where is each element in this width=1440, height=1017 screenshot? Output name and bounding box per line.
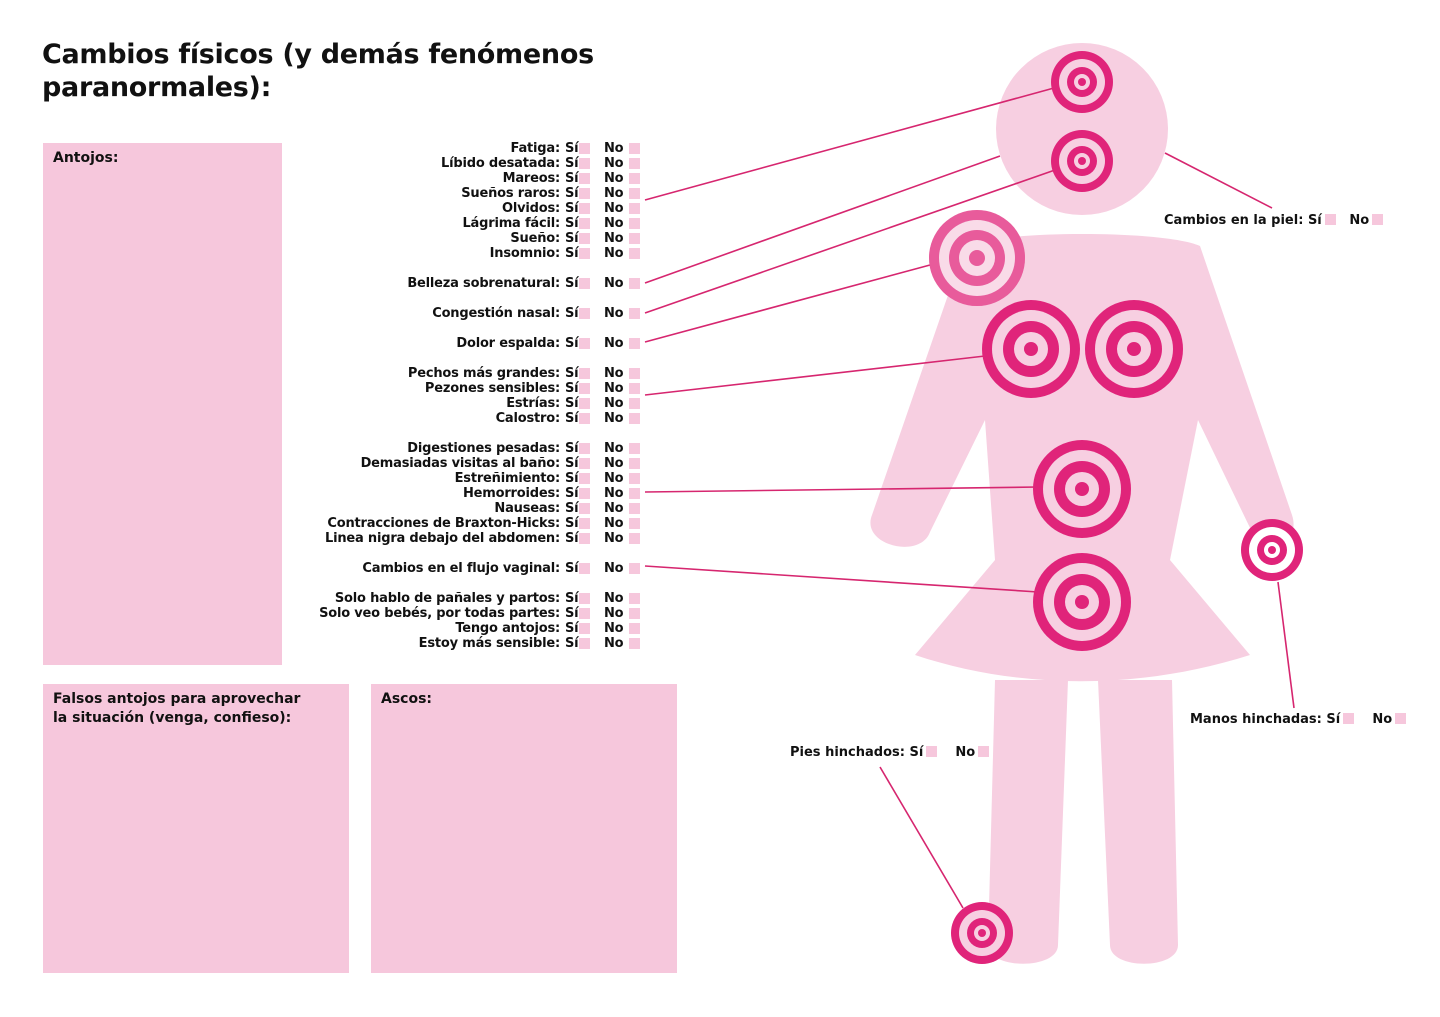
yes-checkbox[interactable]	[579, 218, 590, 229]
yes-label: Sí	[565, 306, 579, 321]
symptom-label: Solo hablo de pañales y partos:	[334, 591, 560, 606]
yes-label: Sí	[565, 246, 579, 261]
yes-checkbox[interactable]	[579, 563, 590, 574]
target-icon	[982, 300, 1080, 398]
symptom-label: Hemorroides:	[462, 486, 560, 501]
symptom-label: Olvidos:	[501, 201, 560, 216]
checklist-row	[0, 531, 641, 546]
yes-checkbox[interactable]	[579, 203, 590, 214]
yes-label: Sí	[565, 186, 579, 201]
no-checkbox[interactable]	[629, 203, 640, 214]
symptom-label: Lágrima fácil:	[462, 216, 560, 231]
checklist-row	[0, 621, 641, 636]
no-checkbox[interactable]	[629, 608, 640, 619]
yes-checkbox[interactable]	[579, 443, 590, 454]
no-label: No	[604, 366, 624, 381]
page-title: Cambios físicos (y demás fenómenos paranormales):	[42, 39, 594, 103]
checklist-row	[0, 606, 641, 621]
yes-label: Sí	[565, 156, 579, 171]
no-label: No	[604, 186, 624, 201]
symptom-label: Contracciones de Braxton-Hicks:	[327, 516, 560, 531]
yes-label: Sí	[565, 471, 579, 486]
symptom-label: Cambios en el flujo vaginal:	[362, 561, 560, 576]
no-label: No	[604, 621, 624, 636]
no-label: No	[604, 441, 624, 456]
no-label: No	[604, 336, 624, 351]
antojos-label: Antojos:	[53, 150, 119, 166]
no-checkbox[interactable]	[629, 443, 640, 454]
no-checkbox[interactable]	[629, 533, 640, 544]
no-checkbox[interactable]	[629, 398, 640, 409]
checklist-row	[0, 276, 641, 291]
checklist-row	[0, 186, 641, 201]
symptom-label: Demasiadas visitas al baño:	[360, 456, 560, 471]
no-label: No	[604, 531, 624, 546]
no-checkbox[interactable]	[629, 188, 640, 199]
symptom-label: Calostro:	[495, 411, 560, 426]
manos-question	[1190, 712, 1406, 727]
no-checkbox[interactable]	[1395, 713, 1406, 724]
yes-checkbox[interactable]	[579, 188, 590, 199]
yes-label: Sí	[565, 276, 579, 291]
no-label: No	[604, 171, 624, 186]
checklist-row	[0, 156, 641, 171]
yes-checkbox[interactable]	[579, 533, 590, 544]
pies-question	[790, 745, 989, 760]
symptom-label: Belleza sobrenatural:	[407, 276, 560, 291]
yes-checkbox[interactable]	[579, 413, 590, 424]
checklist-row	[0, 141, 641, 156]
no-checkbox[interactable]	[629, 218, 640, 229]
no-label: No	[604, 231, 624, 246]
no-label: No	[604, 516, 624, 531]
yes-label: Sí	[565, 531, 579, 546]
checklist-row	[0, 456, 641, 471]
yes-checkbox[interactable]	[579, 458, 590, 469]
yes-checkbox[interactable]	[579, 623, 590, 634]
yes-label: Sí	[1307, 213, 1322, 228]
checklist-row	[0, 486, 641, 501]
yes-label: Sí	[565, 201, 579, 216]
yes-label: Sí	[565, 486, 579, 501]
yes-checkbox[interactable]	[579, 608, 590, 619]
pies-label: Pies hinchados:	[790, 745, 905, 760]
manos-label: Manos hinchadas:	[1190, 712, 1322, 727]
yes-checkbox[interactable]	[579, 368, 590, 379]
checklist-row	[0, 246, 641, 261]
yes-checkbox[interactable]	[579, 383, 590, 394]
no-label: No	[1372, 712, 1393, 727]
no-checkbox[interactable]	[629, 278, 640, 289]
symptom-label: Solo veo bebés, por todas partes:	[319, 606, 560, 621]
symptom-label: Estoy más sensible:	[418, 636, 560, 651]
no-checkbox[interactable]	[629, 413, 640, 424]
checklist-row	[0, 396, 641, 411]
no-checkbox[interactable]	[629, 158, 640, 169]
symptom-label: Pechos más grandes:	[407, 366, 560, 381]
checklist-row	[0, 381, 641, 396]
no-checkbox[interactable]	[629, 338, 640, 349]
yes-checkbox[interactable]	[926, 746, 937, 757]
no-label: No	[604, 141, 624, 156]
no-label: No	[604, 591, 624, 606]
no-checkbox[interactable]	[629, 458, 640, 469]
no-label: No	[604, 636, 624, 651]
yes-checkbox[interactable]	[1343, 713, 1354, 724]
ascos-label: Ascos:	[381, 691, 433, 707]
target-icon	[1241, 519, 1303, 581]
no-label: No	[604, 216, 624, 231]
checklist-row	[0, 636, 641, 651]
symptom-label: Líbido desatada:	[441, 156, 560, 171]
no-label: No	[1349, 213, 1370, 228]
piel-label: Cambios en la piel:	[1164, 213, 1304, 228]
yes-checkbox[interactable]	[579, 278, 590, 289]
symptom-label: Nauseas:	[494, 501, 560, 516]
yes-label: Sí	[565, 636, 579, 651]
yes-label: Sí	[565, 621, 579, 636]
yes-checkbox[interactable]	[579, 593, 590, 604]
piel-question	[1164, 213, 1383, 228]
no-checkbox[interactable]	[629, 233, 640, 244]
checklist-row	[0, 411, 641, 426]
no-checkbox[interactable]	[629, 248, 640, 259]
target-icon	[929, 210, 1025, 306]
yes-checkbox[interactable]	[579, 503, 590, 514]
target-icon	[1051, 51, 1113, 113]
yes-label: Sí	[565, 216, 579, 231]
no-label: No	[604, 276, 624, 291]
yes-checkbox[interactable]	[579, 233, 590, 244]
checklist-row	[0, 216, 641, 231]
yes-label: Sí	[565, 501, 579, 516]
symptom-label: Pezones sensibles:	[424, 381, 560, 396]
yes-label: Sí	[565, 141, 579, 156]
symptom-label: Estreñimiento:	[454, 471, 560, 486]
no-label: No	[604, 396, 624, 411]
no-checkbox[interactable]	[629, 143, 640, 154]
yes-checkbox[interactable]	[579, 638, 590, 649]
no-label: No	[604, 156, 624, 171]
no-label: No	[604, 246, 624, 261]
no-label: No	[604, 306, 624, 321]
yes-checkbox[interactable]	[579, 158, 590, 169]
yes-label: Sí	[565, 366, 579, 381]
yes-checkbox[interactable]	[579, 488, 590, 499]
symptom-label: Digestiones pesadas:	[407, 441, 560, 456]
no-checkbox[interactable]	[1372, 214, 1383, 225]
yes-checkbox[interactable]	[579, 248, 590, 259]
no-checkbox[interactable]	[629, 488, 640, 499]
symptom-label: Fatiga:	[510, 141, 560, 156]
yes-label: Sí	[565, 396, 579, 411]
yes-checkbox[interactable]	[579, 338, 590, 349]
yes-label: Sí	[565, 456, 579, 471]
symptom-label: Mareos:	[502, 171, 560, 186]
checklist-row	[0, 516, 641, 531]
no-checkbox[interactable]	[629, 368, 640, 379]
no-label: No	[604, 501, 624, 516]
no-checkbox[interactable]	[629, 593, 640, 604]
yes-checkbox[interactable]	[579, 398, 590, 409]
no-checkbox[interactable]	[629, 518, 640, 529]
checklist-row	[0, 441, 641, 456]
checklist-row	[0, 471, 641, 486]
no-label: No	[604, 471, 624, 486]
target-icon	[1033, 440, 1131, 538]
yes-checkbox[interactable]	[579, 518, 590, 529]
no-label: No	[604, 486, 624, 501]
checklist-row	[0, 336, 641, 351]
target-icon	[1033, 553, 1131, 651]
no-label: No	[604, 411, 624, 426]
yes-label: Sí	[565, 171, 579, 186]
checklist-row	[0, 231, 641, 246]
target-icon	[1051, 130, 1113, 192]
no-checkbox[interactable]	[629, 623, 640, 634]
no-label: No	[604, 381, 624, 396]
yes-label: Sí	[909, 745, 924, 760]
checklist-row	[0, 366, 641, 381]
no-checkbox[interactable]	[629, 173, 640, 184]
falsos-antojos-label: Falsos antojos para aprovechar la situación (venga, confieso):	[53, 691, 301, 726]
checklist-row	[0, 201, 641, 216]
yes-checkbox[interactable]	[1325, 214, 1336, 225]
yes-checkbox[interactable]	[579, 143, 590, 154]
no-label: No	[955, 745, 976, 760]
yes-label: Sí	[565, 381, 579, 396]
no-checkbox[interactable]	[629, 308, 640, 319]
checklist-row	[0, 561, 641, 576]
target-icon	[1085, 300, 1183, 398]
symptom-label: Sueño:	[510, 231, 560, 246]
yes-checkbox[interactable]	[579, 308, 590, 319]
no-label: No	[604, 561, 624, 576]
no-checkbox[interactable]	[629, 473, 640, 484]
no-checkbox[interactable]	[629, 563, 640, 574]
no-label: No	[604, 201, 624, 216]
checklist-row	[0, 306, 641, 321]
no-checkbox[interactable]	[978, 746, 989, 757]
checklist-row	[0, 501, 641, 516]
no-checkbox[interactable]	[629, 503, 640, 514]
yes-label: Sí	[1326, 712, 1341, 727]
no-checkbox[interactable]	[629, 638, 640, 649]
no-label: No	[604, 456, 624, 471]
checklist-row	[0, 171, 641, 186]
symptom-label: Dolor espalda:	[456, 336, 560, 351]
yes-label: Sí	[565, 411, 579, 426]
yes-label: Sí	[565, 231, 579, 246]
yes-label: Sí	[565, 516, 579, 531]
symptom-label: Congestión nasal:	[432, 306, 560, 321]
no-label: No	[604, 606, 624, 621]
no-checkbox[interactable]	[629, 383, 640, 394]
yes-label: Sí	[565, 441, 579, 456]
yes-label: Sí	[565, 606, 579, 621]
checklist-row	[0, 591, 641, 606]
yes-checkbox[interactable]	[579, 473, 590, 484]
yes-label: Sí	[565, 336, 579, 351]
symptom-label: Linea nigra debajo del abdomen:	[325, 531, 560, 546]
symptom-label: Sueños raros:	[461, 186, 560, 201]
target-icon	[951, 902, 1013, 964]
symptom-label: Estrías:	[506, 396, 560, 411]
symptom-label: Insomnio:	[489, 246, 560, 261]
yes-label: Sí	[565, 591, 579, 606]
yes-checkbox[interactable]	[579, 173, 590, 184]
symptom-label: Tengo antojos:	[455, 621, 560, 636]
yes-label: Sí	[565, 561, 579, 576]
